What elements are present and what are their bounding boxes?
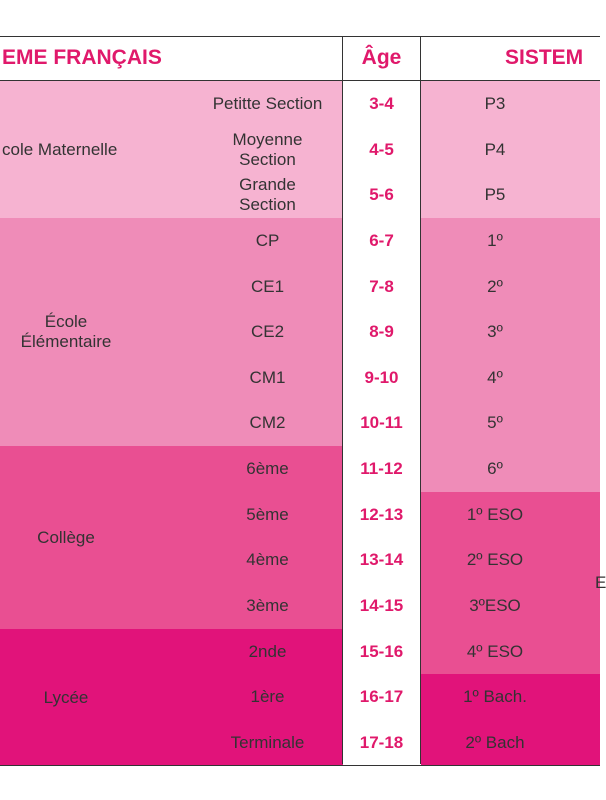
level-cell: 2nde <box>192 629 343 674</box>
age-cell: 6-7 <box>343 218 420 264</box>
age-cell: 9-10 <box>343 355 420 400</box>
age-cell: 7-8 <box>343 264 420 309</box>
age-cell: 17-18 <box>343 720 420 766</box>
group-college: Collège <box>0 446 192 629</box>
spanish-cell: 2º Bach <box>421 720 569 766</box>
table-top-border <box>0 36 600 37</box>
column-divider <box>420 36 421 764</box>
stage-cell-partial <box>569 674 600 766</box>
header-spanish-system: SISTEM <box>421 36 600 81</box>
level-cell: 1ère <box>192 674 343 720</box>
spanish-cell: P4 <box>421 127 569 172</box>
age-cell: 4-5 <box>343 127 420 172</box>
age-cell: 11-12 <box>343 446 420 492</box>
group-maternelle: cole Maternelle <box>0 81 192 218</box>
age-cell: 14-15 <box>343 583 420 629</box>
age-cell: 15-16 <box>343 629 420 674</box>
age-cell: 3-4 <box>343 81 420 127</box>
level-cell: 5ème <box>192 492 343 537</box>
header-divider <box>0 80 600 81</box>
level-cell: CM1 <box>192 355 343 400</box>
level-cell: Terminale <box>192 720 343 766</box>
spanish-cell: 2º <box>421 264 569 309</box>
age-cell: 12-13 <box>343 492 420 537</box>
level-cell: 4ème <box>192 537 343 583</box>
spanish-cell: 1º ESO <box>421 492 569 537</box>
header-age: Âge <box>343 36 420 81</box>
level-cell: 3ème <box>192 583 343 629</box>
group-lycee: Lycée <box>0 629 192 766</box>
age-cell: 16-17 <box>343 674 420 720</box>
age-cell: 5-6 <box>343 172 420 218</box>
spanish-cell: 4º <box>421 355 569 400</box>
stage-cell-partial <box>569 81 600 218</box>
spanish-cell: 5º <box>421 400 569 446</box>
level-cell: CP <box>192 218 343 264</box>
spanish-cell: 3ºESO <box>421 583 569 629</box>
level-cell: CE1 <box>192 264 343 309</box>
group-elementaire: École Élémentaire <box>0 218 192 446</box>
level-cell: Moyenne Section <box>192 127 343 172</box>
spanish-cell: 3º <box>421 309 569 355</box>
level-cell: 6ème <box>192 446 343 492</box>
level-cell: Grande Section <box>192 172 343 218</box>
spanish-cell: 1º <box>421 218 569 264</box>
stage-cell-partial <box>569 218 600 492</box>
table-bottom-border <box>0 765 600 766</box>
spanish-cell: 6º <box>421 446 569 492</box>
level-cell: Petitte Section <box>192 81 343 127</box>
age-cell: 8-9 <box>343 309 420 355</box>
spanish-cell: 4º ESO <box>421 629 569 674</box>
column-divider <box>342 36 343 764</box>
spanish-cell: P3 <box>421 81 569 127</box>
level-cell: CM2 <box>192 400 343 446</box>
spanish-cell: 2º ESO <box>421 537 569 583</box>
level-cell: CE2 <box>192 309 343 355</box>
header-french-system: EME FRANÇAIS <box>0 36 342 81</box>
age-cell: 13-14 <box>343 537 420 583</box>
spanish-cell: 1º Bach. <box>421 674 569 720</box>
spanish-cell: P5 <box>421 172 569 218</box>
age-cell: 10-11 <box>343 400 420 446</box>
stage-cell-partial: E <box>569 492 600 674</box>
